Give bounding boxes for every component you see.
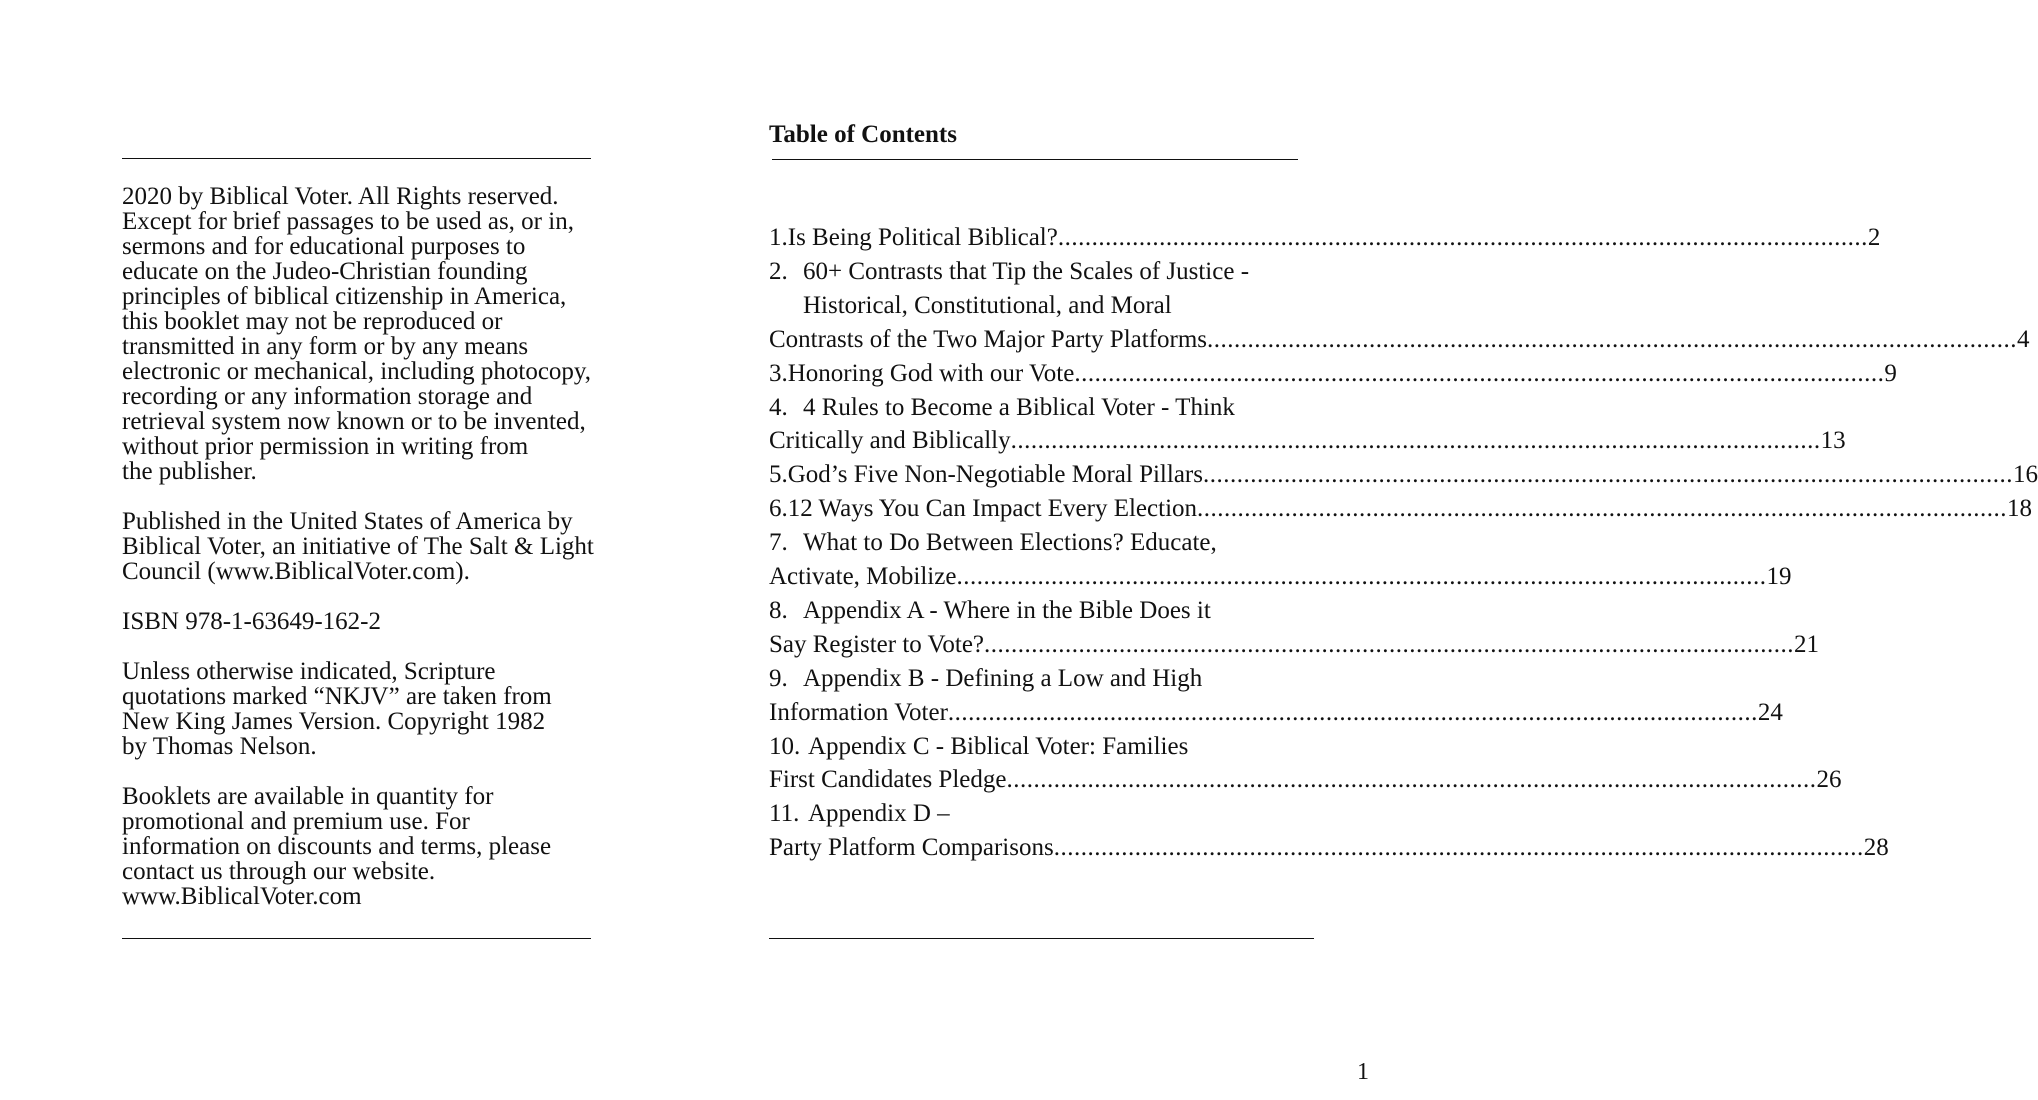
toc-entry-page: 16 [2012,461,2038,489]
scripture-line: New King James Version. Copyright 1982 [122,708,546,735]
toc-top-rule [772,159,1298,160]
toc-entry-number: 9. [769,664,788,692]
toc-entry-number: 1. [769,224,788,251]
copyright-line: principles of biblical citizenship in America, [122,283,567,310]
left-top-rule [122,158,591,159]
toc-leader-dots: ........................................................................................................................ [1006,766,1817,794]
toc-entry-line [769,832,1889,864]
toc-entry-line [769,731,1188,763]
toc-entry-line [769,663,1202,695]
toc-entry-text: What to Do Between Elections? Educate, [803,529,1217,557]
toc-entry-line [769,324,2030,356]
toc-entry-text: Appendix D – [808,800,950,828]
toc-title: Table of Contents [769,121,957,148]
copyright-line: the publisher. [122,458,257,485]
toc-entry-text: Information Voter [769,698,948,726]
toc-entry-number: 6. [769,495,788,523]
copyright-notice [122,184,622,484]
toc-leader-dots: ........................................................................................................................ [984,630,1795,658]
toc-leader-dots: ........................................................................................................................ [1202,461,2013,489]
toc-entry-line [769,697,1783,729]
copyright-line: Except for brief passages to be used as, or in, [122,208,574,235]
toc-entry-number: 8. [769,596,788,624]
copyright-line: electronic or mechanical, including photocopy, [122,358,592,385]
toc-leader-dots: ........................................................................................................................ [1207,325,2018,353]
scripture-line: quotations marked “NKJV” are taken from [122,683,552,710]
toc-entry-number: 3. [769,359,788,387]
booklets-line: information on discounts and terms, please [122,833,552,860]
toc-entry-number: 2. [769,257,788,285]
toc-entry-line [769,222,1881,254]
toc-entry-line [769,493,2033,525]
toc-entry-page: 21 [1794,630,1820,658]
toc-entry-number: 11. [769,800,800,828]
toc-entry-line [769,290,1172,322]
toc-entry-page: 13 [1820,427,1846,455]
isbn [122,609,622,634]
toc-entry-number: 10. [769,732,801,760]
toc-entry-page: 2 [1867,224,1881,251]
scripture-line: by Thomas Nelson. [122,733,317,760]
booklets-line: Booklets are available in quantity for [122,783,494,810]
booklets-line: contact us through our website. [122,858,436,885]
copyright-paragraph [122,184,622,484]
toc-entry-text: Critically and Biblically [769,427,1011,455]
toc-entry-line [769,392,1235,424]
toc-entry-text: Say Register to Vote? [769,630,985,658]
toc-entry-text: Contrasts of the Two Major Party Platforms [769,325,1208,353]
toc-entry-text: Historical, Constitutional, and Moral [803,291,1172,319]
published-line: Published in the United States of America by [122,508,573,535]
toc-leader-dots: ........................................................................................................................ [1053,834,1864,862]
copyright-line: recording or any information storage and [122,383,533,410]
toc-leader-dots: ........................................................................................................................ [1074,359,1885,387]
toc-entry-text: Appendix B - Defining a Low and High [803,664,1203,692]
booklets-line: promotional and premium use. For [122,808,470,835]
toc-entry-text: Activate, Mobilize [769,563,957,590]
toc-entry-page: 4 [2017,325,2030,353]
published-line: Council (www.BiblicalVoter.com). [122,558,470,585]
copyright-line: transmitted in any form or by any means [122,333,529,360]
toc-entry-number: 4. [769,393,788,421]
toc-entry-text: Party Platform Comparisons [769,834,1054,862]
scripture-notice [122,659,622,759]
toc-entry-line [769,629,1820,661]
toc-entry-text: Is Being Political Biblical? [787,224,1058,251]
toc-leader-dots: ........................................................................................................................ [1057,224,1868,251]
toc-entry-text: Honoring God with our Vote [787,359,1075,387]
toc-entry-number: 7. [769,529,788,557]
publisher-info [122,509,622,584]
toc-entry-line [769,527,1217,559]
toc-entry-page: 28 [1863,834,1889,862]
toc-leader-dots: ........................................................................................................................ [1197,495,2008,523]
page-number: 1 [1357,1059,1369,1085]
toc-entry-line [769,561,1792,593]
toc-entry-text: 60+ Contrasts that Tip the Scales of Justice - [803,257,1250,285]
toc-entry-page: 26 [1816,766,1842,794]
toc-entry-text: Appendix C - Biblical Voter: Families [808,732,1189,760]
toc-leader-dots: ........................................................................................................................ [947,698,1758,726]
booklets-info [122,784,622,909]
scripture-line: Unless otherwise indicated, Scripture [122,658,496,685]
toc-entry-text: Appendix A - Where in the Bible Does it [803,596,1211,624]
isbn-line: ISBN 978-1-63649-162-2 [122,608,382,635]
copyright-line: 2020 by Biblical Voter. All Rights reserved. [122,183,559,210]
toc-bottom-rule [769,938,1314,939]
toc-entry-line [769,595,1211,627]
copyright-line: without prior permission in writing from [122,433,529,460]
toc-entry-text: 4 Rules to Become a Biblical Voter - Think [803,393,1235,421]
toc-entry-line [769,256,1249,288]
copyright-line: sermons and for educational purposes to [122,233,526,260]
toc-entry-page: 19 [1766,563,1792,590]
published-line: Biblical Voter, an initiative of The Salt & Light [122,533,594,560]
toc-entry-page: 9 [1884,359,1897,387]
toc-entry-number: 5. [769,461,788,489]
toc-entry-page: 24 [1757,698,1783,726]
booklets-line: www.BiblicalVoter.com [122,883,362,910]
toc-entry-line [769,358,1897,390]
toc-leader-dots: ........................................................................................................................ [956,563,1767,590]
toc-leader-dots: ........................................................................................................................ [1010,427,1821,455]
copyright-line: retrieval system now known or to be invented, [122,408,586,435]
toc-entry-line [769,798,950,830]
toc-entry-line [769,764,1842,796]
toc-entry-text: First Candidates Pledge [769,766,1007,794]
toc-entry-line [769,425,1846,457]
copyright-line: this booklet may not be reproduced or [122,308,503,335]
toc-entry-text: God’s Five Non-Negotiable Moral Pillars [787,461,1203,489]
toc-entry-line [769,459,2038,491]
copyright-line: educate on the Judeo-Christian founding [122,258,528,285]
toc-entry-text: 12 Ways You Can Impact Every Election [787,495,1198,523]
left-bottom-rule [122,938,591,939]
toc-entry-page: 18 [2007,495,2033,523]
